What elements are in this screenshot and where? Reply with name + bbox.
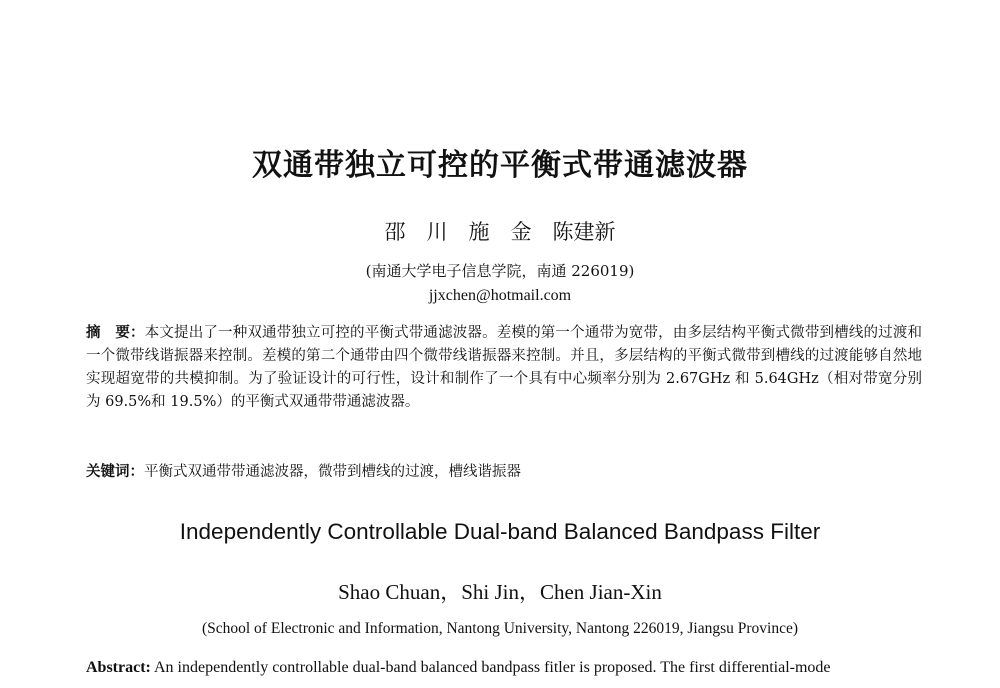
keywords-cn	[86, 461, 922, 484]
abstract-cn-label: 摘 要：	[86, 325, 145, 341]
authors-en: Shao Chuan，Shi Jin，Chen Jian-Xin	[338, 580, 662, 604]
abstract-cn-text: 本文提出了一种双通带独立可控的平衡式带通滤波器。差模的第一个通带为宽带，由多层结构平衡式微带到槽线的过渡和一个微带线谐振器来控制。差模的第二个通带由四个微带线谐振器来控制。并且，多层结构的平衡式微带到槽线的过渡能够自然地实现超宽带的共模抑制。为了验证设计的可行性，设计和制作了一个具有中心频率分别为 2.67GHz 和 5.64GHz（相对带宽分别为 69.5%和 19.5%）的平衡式双通带带通滤波器。	[86, 325, 923, 410]
abstract-en-text: An independently controllable dual-band balanced bandpass fitler is proposed. The first differential-mode	[150, 659, 831, 676]
keywords-cn-label: 关键词：	[86, 464, 144, 480]
paper-title-cn: 双通带独立可控的平衡式带通滤波器	[252, 148, 748, 183]
author-email: jjxchen@hotmail.com	[428, 287, 572, 304]
authors-cn: 邵 川 施 金 陈建新	[384, 220, 616, 244]
abstract-en	[86, 657, 922, 679]
affiliation-en: (School of Electronic and Information, Nantong University, Nantong 226019, Jiangsu Province)	[201, 620, 799, 637]
affiliation-cn: (南通大学电子信息学院，南通 226019)	[365, 262, 635, 280]
abstract-en-label: Abstract:	[86, 659, 151, 676]
paper-title-en: Independently Controllable Dual-band Balanced Bandpass Filter	[179, 519, 821, 544]
abstract-cn	[86, 322, 922, 414]
keywords-cn-text: 平衡式双通带带通滤波器，微带到槽线的过渡，槽线谐振器	[144, 464, 521, 480]
